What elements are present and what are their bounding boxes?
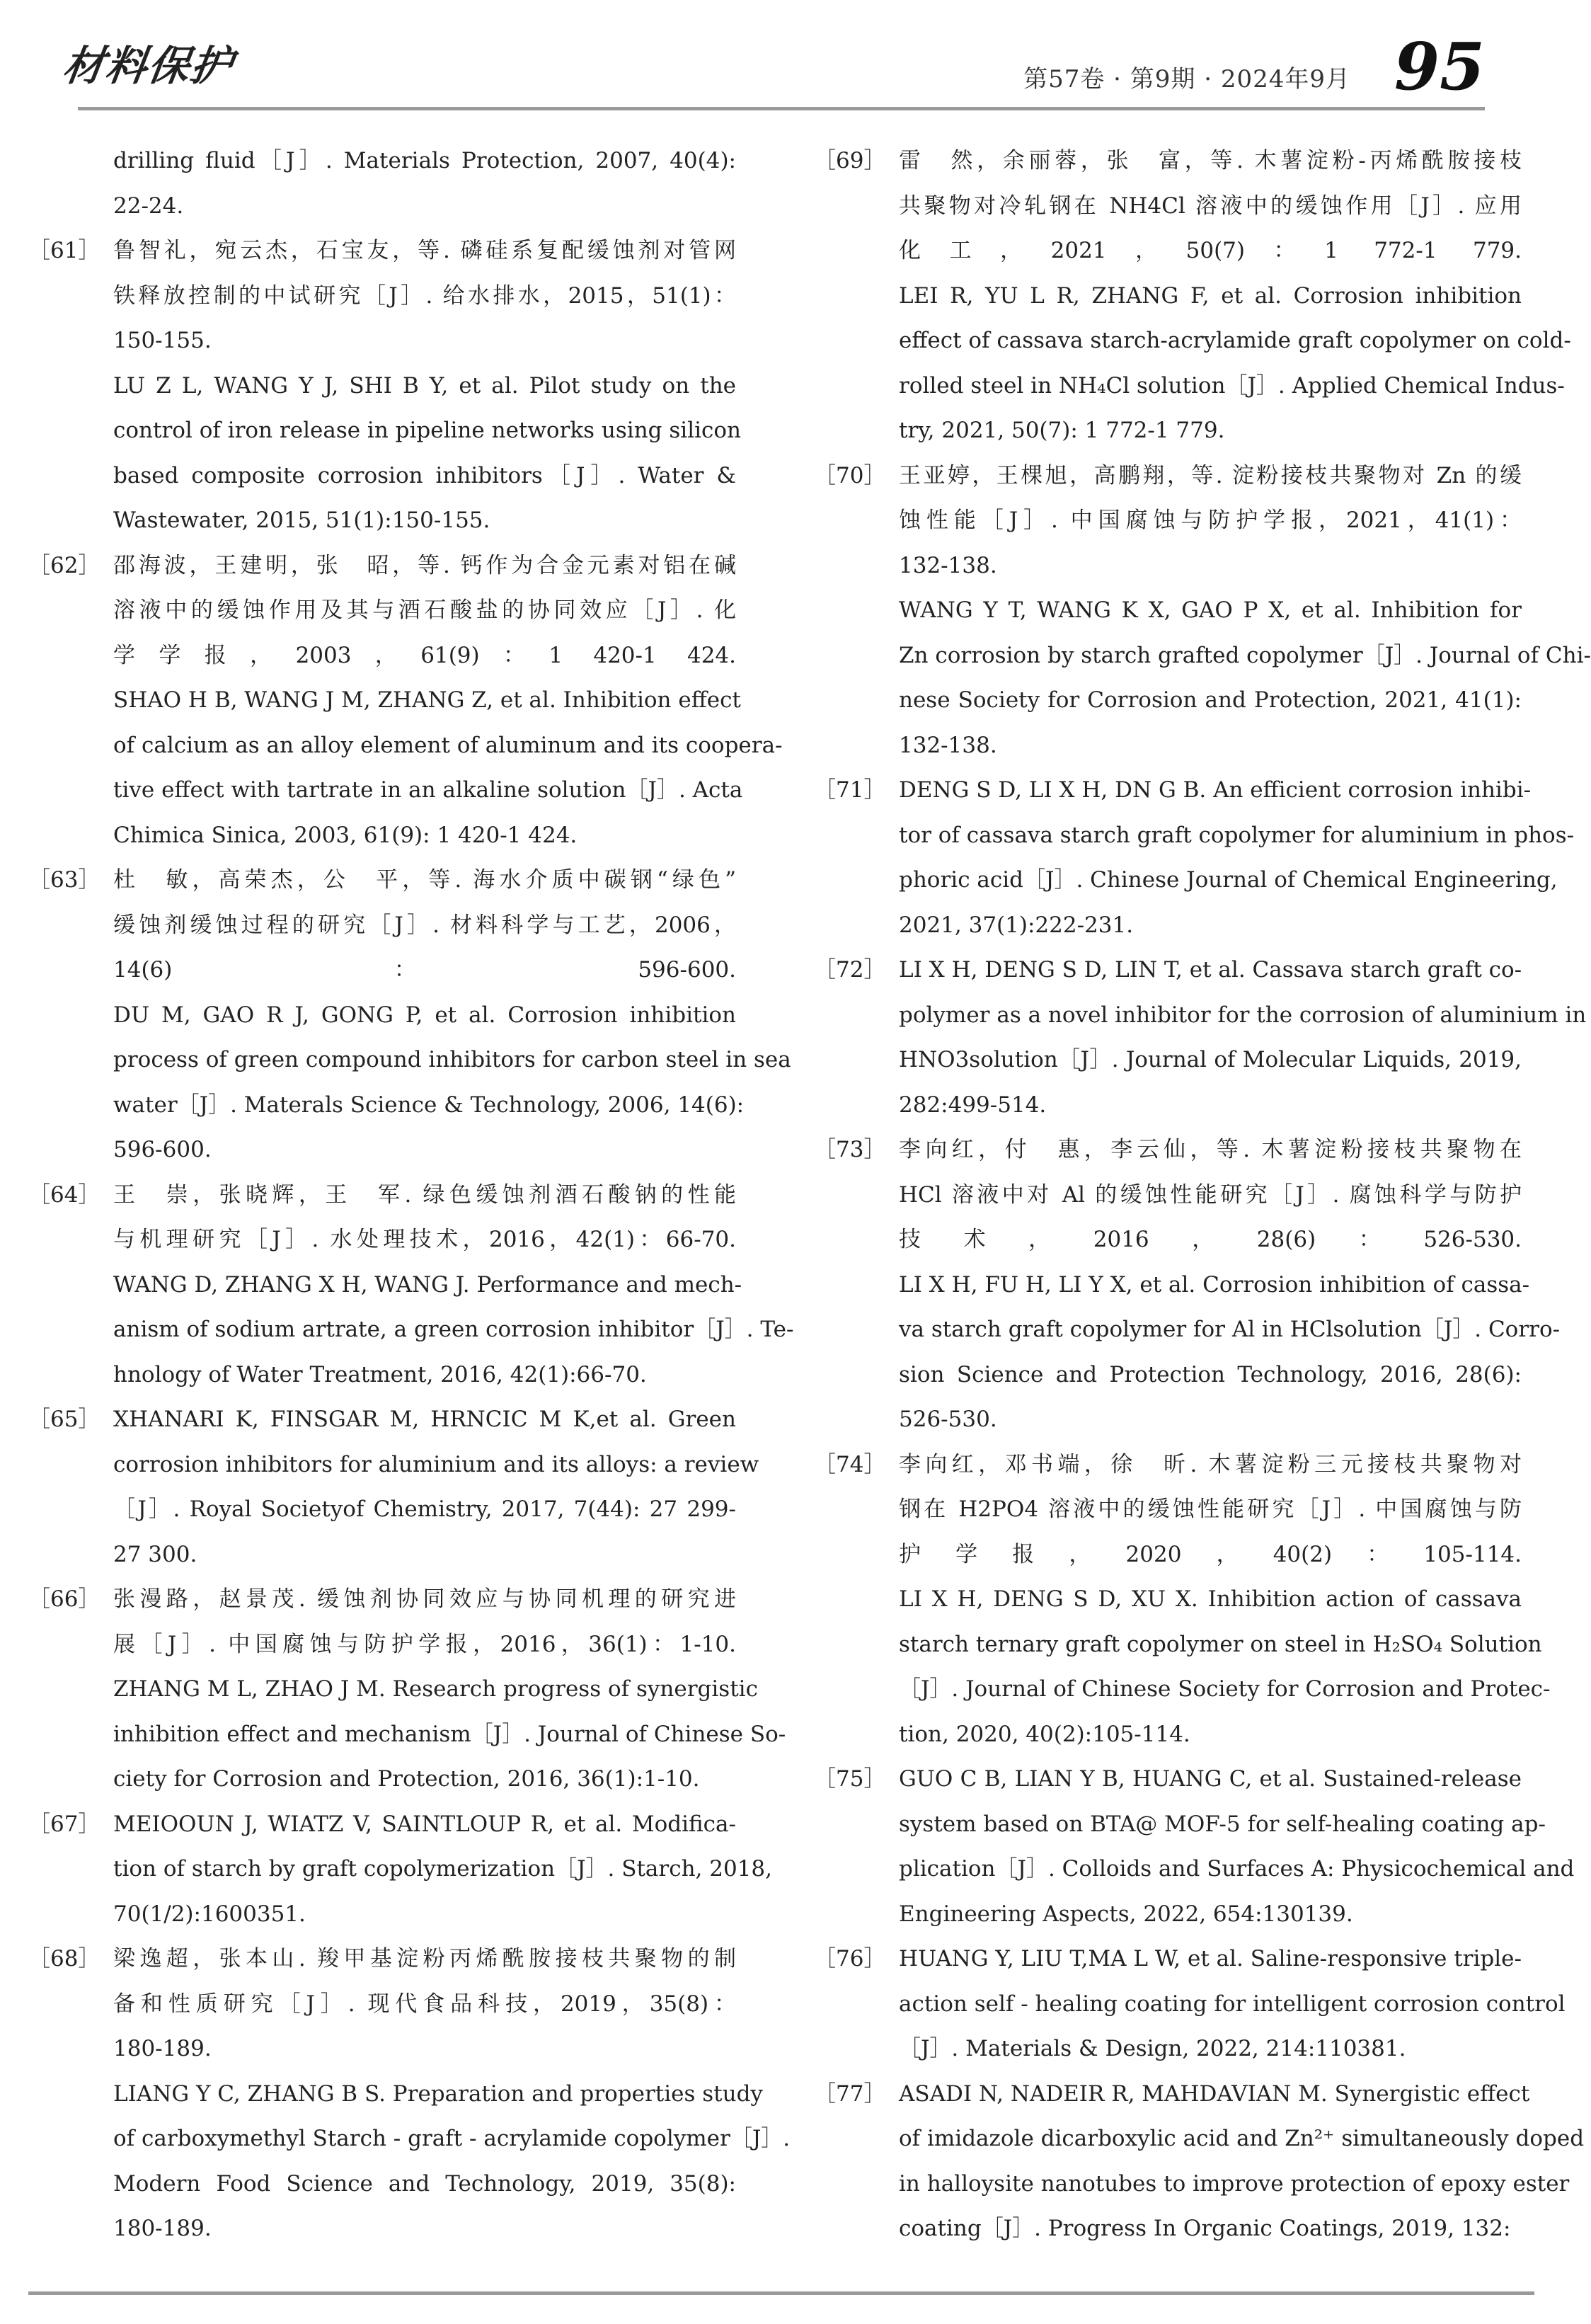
reference-text-line: inhibition effect and mechanism［J］. Journal of Chinese So- (113, 1721, 786, 1747)
reference-number: ［61］ (28, 238, 100, 263)
reference-text-line: tor of cassava starch graft copolymer for aluminium in phos- (899, 822, 1575, 848)
issue-info: 第57卷 · 第9期 · 2024年9月 (1023, 65, 1350, 93)
reference-entry (814, 948, 1587, 1128)
reference-text-line: ［J］. Royal Societyof Chemistry, 2017, 7(44): 27 299- (113, 1496, 736, 1522)
reference-text-line: WANG Y T, WANG K X, GAO P X, et al. Inhibition for (899, 597, 1522, 623)
reference-text-line: 王亚婷，王棵旭，高鹏翔，等. 淀粉接枝共聚物对 Zn 的缓 (899, 462, 1522, 488)
reference-text-line: LIANG Y C, ZHANG B S. Preparation and properties study (113, 2080, 763, 2107)
reference-text-line: Modern Food Science and Technology, 2019, 35(8): (113, 2170, 736, 2197)
reference-entry (28, 1802, 772, 1937)
reference-text-line: control of iron release in pipeline networks using silicon (113, 418, 742, 443)
reference-number: ［69］ (814, 148, 886, 173)
reference-text-line: 李向红，付 惠，李云仙，等. 木薯淀粉接枝共聚物在 (899, 1137, 1522, 1162)
reference-text-line: 梁逸超，张本山. 羧甲基淀粉丙烯酰胺接枝共聚物的制 (113, 1946, 736, 1971)
reference-text-line: plication［J］. Colloids and Surfaces A: Physicochemical and (899, 1856, 1575, 1882)
reference-number: ［76］ (814, 1946, 886, 1971)
reference-number: ［71］ (814, 777, 886, 803)
reference-text-line: ASADI N, NADEIR R, MAHDAVIAN M. Synergistic effect (899, 2080, 1530, 2107)
reference-text-line: of carboxymethyl Starch - graft - acrylamide copolymer［J］. (113, 2126, 791, 2151)
reference-text-line: coating［J］. Progress In Organic Coatings, 2019, 132: (899, 2216, 1511, 2241)
reference-number: ［74］ (814, 1451, 886, 1477)
reference-text-line: ［J］. Journal of Chinese Society for Corrosion and Protec- (899, 1676, 1551, 1702)
reference-text-line: of calcium as an alloy element of aluminum and its coopera- (113, 732, 783, 758)
reference-text-line: corrosion inhibitors for aluminium and its alloys: a review (113, 1451, 759, 1477)
reference-text-line: drilling fluid［J］. Materials Protection, 2007, 40(4): (113, 148, 736, 173)
reference-number: ［73］ (814, 1137, 886, 1162)
reference-entry (814, 1937, 1566, 2072)
reference-entry (28, 1577, 786, 1802)
reference-text-line: effect of cassava starch-acrylamide graft copolymer on cold- (899, 328, 1571, 353)
reference-text-line: 缓蚀剂缓蚀过程的研究［J］. 材料科学与工艺，2006， (113, 912, 736, 938)
reference-text-line: LI X H, DENG S D, LIN T, et al. Cassava starch graft co- (899, 957, 1522, 983)
reference-entry (814, 139, 1571, 454)
reference-text-line: phoric acid［J］. Chinese Journal of Chemical Engineering, (899, 867, 1558, 893)
reference-text-line: 技术，2016，28(6)：526-530. (899, 1227, 1522, 1252)
reference-text-line: action self - healing coating for intelligent corrosion control (899, 1991, 1566, 2017)
reference-text-line: LU Z L, WANG Y J, SHI B Y, et al. Pilot study on the (113, 372, 736, 399)
reference-text-line: Wastewater, 2015, 51(1):150-155. (113, 508, 490, 533)
reference-entry (814, 1757, 1575, 1937)
reference-text-line: 王 崇，张晓辉，王 军. 绿色缓蚀剂酒石酸钠的性能 (113, 1181, 736, 1208)
reference-entry (28, 229, 742, 544)
reference-text-line: of imidazole dicarboxylic acid and Zn²⁺ simultaneously doped (899, 2126, 1585, 2151)
reference-text-line: 27 300. (113, 1541, 197, 1567)
reference-number: ［72］ (814, 957, 886, 983)
reference-text-line: polymer as a novel inhibitor for the corrosion of aluminium in (899, 1002, 1587, 1028)
reference-text-line: 鲁智礼，宛云杰，石宝友，等. 磷硅系复配缓蚀剂对管网 (113, 238, 736, 263)
reference-text-line: 132-138. (899, 732, 997, 758)
reference-text-line: 蚀性能［J］. 中国腐蚀与防护学报，2021，41(1)： (899, 508, 1522, 533)
reference-column-right (814, 139, 1591, 2252)
reference-number: ［63］ (28, 867, 100, 893)
reference-text-line: tion, 2020, 40(2):105-114. (899, 1721, 1190, 1747)
reference-entry (814, 1128, 1561, 1443)
reference-number: ［75］ (814, 1766, 886, 1792)
reference-text-line: DU M, GAO R J, GONG P, et al. Corrosion inhibition (113, 1002, 736, 1028)
reference-text-line: HUANG Y, LIU T,MA L W, et al. Saline-responsive triple- (899, 1946, 1522, 1971)
reference-entry (28, 139, 736, 229)
reference-text-line: DENG S D, LI X H, DN G B. An efficient corrosion inhibi- (899, 777, 1532, 803)
reference-text-line: Zn corrosion by starch grafted copolymer［J］. Journal of Chi- (899, 642, 1591, 668)
reference-text-line: water［J］. Materals Science & Technology, 2006, 14(6): (113, 1092, 745, 1118)
reference-number: ［67］ (28, 1811, 100, 1837)
reference-text-line: 与机理研究［J］. 水处理技术，2016，42(1)：66-70. (113, 1227, 736, 1252)
reference-text-line: 杜 敏，高荣杰，公 平，等. 海水介质中碳钢“绿色” (113, 867, 736, 893)
reference-text-line: hnology of Water Treatment, 2016, 42(1):66-70. (113, 1361, 647, 1387)
reference-text-line: LEI R, YU L R, ZHANG F, et al. Corrosion inhibition (899, 282, 1522, 309)
reference-text-line: 李向红，邓书端，徐 昕. 木薯淀粉三元接枝共聚物对 (899, 1451, 1522, 1477)
reference-text-line: HNO3solution［J］. Journal of Molecular Liquids, 2019, (899, 1047, 1522, 1072)
reference-text-line: 护学报，2020，40(2)：105-114. (899, 1541, 1522, 1567)
reference-number: ［65］ (28, 1407, 100, 1432)
reference-text-line: in halloysite nanotubes to improve protection of epoxy ester (899, 2170, 1570, 2197)
reference-number: ［77］ (814, 2080, 886, 2107)
reference-entry (28, 544, 783, 859)
reference-text-line: GUO C B, LIAN Y B, HUANG C, et al. Sustained-release (899, 1766, 1522, 1792)
reference-entry (28, 1937, 791, 2252)
reference-text-line: HCl 溶液中对 Al 的缓蚀性能研究［J］. 腐蚀科学与防护 (899, 1181, 1522, 1208)
reference-text-line: 70(1/2):1600351. (113, 1901, 306, 1927)
reference-text-line: 526-530. (899, 1407, 997, 1432)
journal-logo: 材料保护 (59, 42, 237, 90)
reference-entry (814, 768, 1575, 948)
reference-number: ［62］ (28, 552, 100, 578)
reference-text-line: XHANARI K, FINSGAR M, HRNCIC M K,et al. Green (113, 1407, 736, 1432)
reference-text-line: based composite corrosion inhibitors［J］. Water & (113, 462, 736, 488)
reference-text-line: anism of sodium artrate, a green corrosion inhibitor［J］. Te- (113, 1317, 794, 1342)
reference-text-line: 备和性质研究［J］. 现代食品科技，2019，35(8)： (113, 1991, 736, 2017)
reference-column-left (28, 139, 794, 2252)
reference-text-line: 2021, 37(1):222-231. (899, 912, 1134, 938)
reference-text-line: rolled steel in NH₄Cl solution［J］. Applied Chemical Indus- (899, 372, 1565, 399)
reference-text-line: SHAO H B, WANG J M, ZHANG Z, et al. Inhibition effect (113, 687, 741, 713)
reference-text-line: 150-155. (113, 328, 212, 353)
reference-text-line: LI X H, DENG S D, XU X. Inhibition action of cassava (899, 1586, 1522, 1612)
reference-number: ［70］ (814, 462, 886, 488)
reference-text-line: 张漫路，赵景茂. 缓蚀剂协同效应与协同机理的研究进 (113, 1586, 736, 1612)
reference-text-line: 14(6)：596-600. (113, 957, 736, 983)
reference-text-line: Chimica Sinica, 2003, 61(9): 1 420-1 424. (113, 822, 578, 848)
reference-text-line: 596-600. (113, 1137, 212, 1162)
reference-text-line: va starch graft copolymer for Al in HClsolution［J］. Corro- (899, 1317, 1561, 1342)
reference-text-line: process of green compound inhibitors for carbon steel in sea (113, 1047, 791, 1072)
reference-text-line: system based on BTA@ MOF-5 for self-healing coating ap- (899, 1811, 1546, 1837)
reference-text-line: 化工，2021，50(7)：1 772-1 779. (899, 238, 1522, 263)
reference-text-line: ［J］. Materials & Design, 2022, 214:110381. (899, 2036, 1406, 2061)
reference-text-line: try, 2021, 50(7): 1 772-1 779. (899, 418, 1225, 443)
reference-text-line: sion Science and Protection Technology, 2016, 28(6): (899, 1361, 1522, 1387)
page-header (50, 25, 1513, 110)
reference-text-line: 邵海波，王建明，张 昭，等. 钙作为合金元素对铝在碱 (113, 552, 736, 578)
reference-entry (28, 1397, 759, 1577)
reference-entry (814, 2072, 1585, 2252)
reference-text-line: tion of starch by graft copolymerization［J］. Starch, 2018, (113, 1856, 772, 1882)
reference-text-line: ZHANG M L, ZHAO J M. Research progress of synergistic (113, 1676, 758, 1702)
reference-text-line: tive effect with tartrate in an alkaline solution［J］. Acta (113, 777, 743, 803)
reference-text-line: 雷 然，余丽蓉，张 富，等. 木薯淀粉-丙烯酰胺接枝 (899, 148, 1522, 173)
reference-text-line: 282:499-514. (899, 1092, 1047, 1118)
reference-text-line: nese Society for Corrosion and Protection, 2021, 41(1): (899, 687, 1522, 713)
reference-text-line: LI X H, FU H, LI Y X, et al. Corrosion inhibition of cassa- (899, 1271, 1530, 1298)
reference-text-line: 溶液中的缓蚀作用及其与酒石酸盐的协同效应［J］. 化 (113, 597, 736, 623)
reference-text-line: 共聚物对冷轧钢在 NH4Cl 溶液中的缓蚀作用［J］. 应用 (899, 193, 1522, 219)
reference-number: ［64］ (28, 1181, 100, 1208)
reference-text-line: 钢在 H2PO4 溶液中的缓蚀性能研究［J］. 中国腐蚀与防 (899, 1496, 1522, 1522)
reference-text-line: starch ternary graft copolymer on steel in H₂SO₄ Solution (899, 1631, 1542, 1657)
reference-text-line: MEIOOUN J, WIATZ V, SAINTLOUP R, et al. Modifica- (113, 1811, 736, 1837)
reference-entry (814, 1443, 1551, 1758)
reference-entry (814, 454, 1591, 769)
reference-number: ［66］ (28, 1586, 100, 1612)
reference-text-line: 180-189. (113, 2036, 212, 2061)
reference-entry (28, 1173, 794, 1398)
reference-text-line: 180-189. (113, 2216, 212, 2241)
footer-rule (28, 2291, 1534, 2295)
page-number: 95 (1394, 28, 1485, 105)
reference-text-line: 学学报，2003，61(9)：1 420-1 424. (113, 642, 736, 668)
reference-text-line: 铁释放控制的中试研究［J］. 给水排水，2015，51(1)： (113, 282, 736, 309)
reference-text-line: 22-24. (113, 193, 184, 219)
header-rule (78, 107, 1485, 110)
reference-text-line: WANG D, ZHANG X H, WANG J. Performance and mech- (113, 1271, 742, 1298)
reference-text-line: ciety for Corrosion and Protection, 2016, 36(1):1-10. (113, 1766, 700, 1792)
reference-text-line: Engineering Aspects, 2022, 654:130139. (899, 1901, 1353, 1927)
reference-text-line: 展［J］. 中国腐蚀与防护学报，2016，36(1)：1-10. (113, 1631, 736, 1657)
reference-entry (28, 858, 791, 1173)
reference-number: ［68］ (28, 1946, 100, 1971)
reference-text-line: 132-138. (899, 552, 997, 578)
